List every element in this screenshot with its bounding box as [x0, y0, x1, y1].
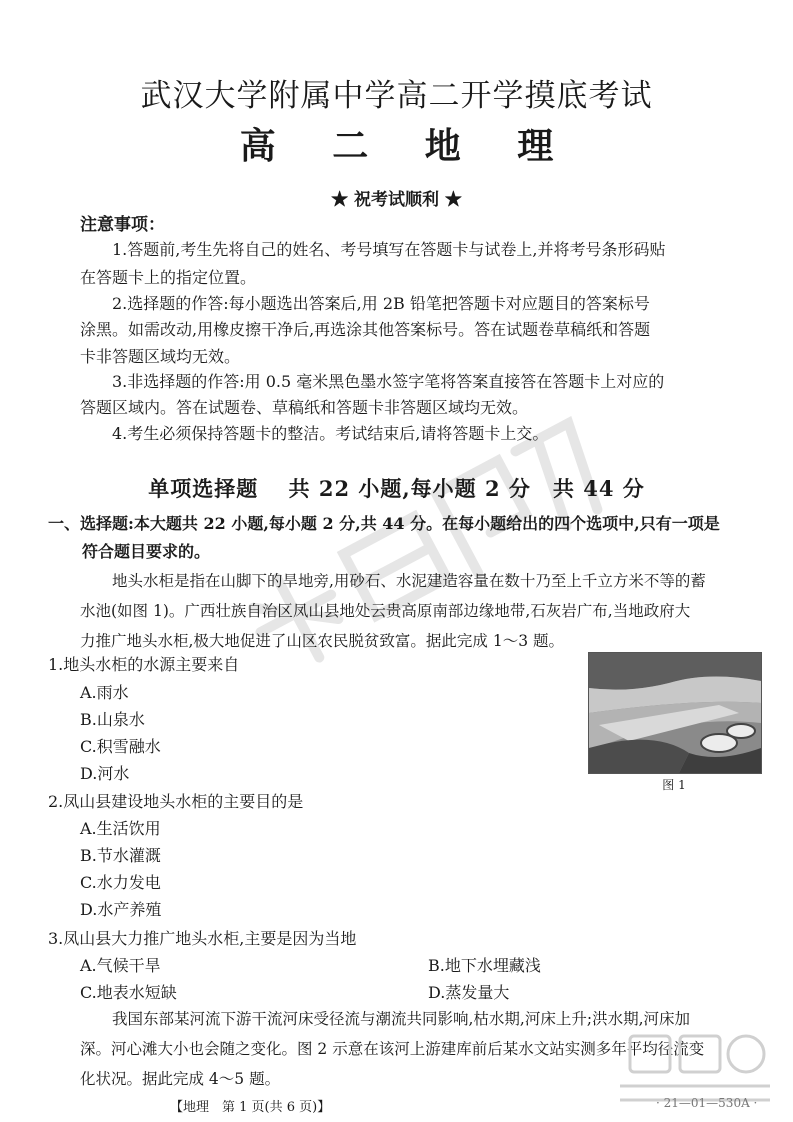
question-2-option-b: B.节水灌溉 [80, 846, 161, 865]
passage-line: 我国东部某河流下游干流河床受径流与潮流共同影响,枯水期,河床上升;洪水期,河床加 [112, 1010, 691, 1028]
question-1-option-c: C.积雪融水 [80, 737, 161, 756]
passage-line: 化状况。据此完成 4～5 题。 [80, 1070, 281, 1088]
notice-line: 2.选择题的作答:每小题选出答案后,用 2B 铅笔把答题卡对应题目的答案标号 [112, 294, 650, 313]
question-1-option-b: B.山泉水 [80, 710, 145, 729]
question-3-option-a: A.气候干旱 [80, 956, 161, 975]
page-footer: 【地理 第 1 页(共 6 页)】 [170, 1100, 331, 1115]
question-2-option-a: A.生活饮用 [80, 819, 161, 838]
subject-title: 高 二 地 理 [239, 125, 576, 167]
mcq-instructions-line: 符合题目要求的。 [82, 542, 211, 561]
question-1-stem: 1.地头水柜的水源主要来自 [48, 655, 240, 674]
question-3-option-b: B.地下水埋藏浅 [428, 956, 541, 975]
question-1-option-d: D.河水 [80, 764, 130, 783]
figure-1-photo [588, 652, 762, 774]
reservoir-photo [589, 653, 761, 773]
passage-1 [80, 566, 756, 656]
notice-line: 答题区域内。答在试题卷、草稿纸和答题卡非答题区域均无效。 [80, 398, 529, 417]
question-1-option-a: A.雨水 [80, 683, 129, 702]
passage-line: 水池(如图 1)。广西壮族自治区凤山县地处云贵高原南部边缘地带,石灰岩广布,当地政府大 [80, 602, 691, 620]
question-2-option-d: D.水产养殖 [80, 900, 162, 919]
notice-line: 涂黑。如需改动,用橡皮擦干净后,再选涂其他答案标号。答在试题卷草稿纸和答题 [80, 320, 651, 339]
notice-heading: 注意事项： [80, 215, 165, 235]
notice-line: 1.答题前,考生先将自己的姓名、考号填写在答题卡与试卷上,并将考号条形码贴 [112, 240, 666, 259]
good-luck-line: ★ 祝考试顺利 ★ [331, 190, 462, 210]
question-2-option-c: C.水力发电 [80, 873, 161, 892]
passage-line: 深。河心滩大小也会随之变化。图 2 示意在该河上游建库前后某水文站实测多年平均径流变 [80, 1040, 705, 1058]
notice-line: 4.考生必须保持答题卡的整洁。考试结束后,请将答题卡上交。 [112, 424, 549, 443]
footer-code: · 21—01—530A · [656, 1096, 758, 1110]
notice-line: 卡非答题区域均无效。 [80, 347, 241, 366]
mcq-instructions-line: 一、选择题:本大题共 22 小题,每小题 2 分,共 44 分。在每小题给出的四个选项中,只有一项是 [48, 514, 720, 533]
question-3-option-c: C.地表水短缺 [80, 983, 177, 1002]
passage-line: 地头水柜是指在山脚下的旱地旁,用砂石、水泥建造容量在数十乃至上千立方米不等的蓄 [112, 572, 706, 590]
figure-1-caption: 图 1 [662, 778, 686, 792]
question-3-option-d: D.蒸发量大 [428, 983, 510, 1002]
notice-line: 在答题卡上的指定位置。 [80, 268, 257, 287]
mcq-instructions [48, 510, 760, 566]
passage-line: 力推广地头水柜,极大地促进了山区农民脱贫致富。据此完成 1～3 题。 [80, 632, 565, 650]
question-2-stem: 2.凤山县建设地头水柜的主要目的是 [48, 792, 304, 811]
question-3-stem: 3.凤山县大力推广地头水柜,主要是因为当地 [48, 929, 357, 948]
section-title: 单项选择题 共 22 小题,每小题 2 分 共 44 分 [148, 476, 645, 501]
passage-2 [80, 1004, 756, 1094]
exam-title: 武汉大学附属中学高二开学摸底考试 [140, 78, 653, 114]
notice-line: 3.非选择题的作答:用 0.5 毫米黑色墨水签字笔将答案直接答在答题卡上对应的 [112, 372, 665, 391]
